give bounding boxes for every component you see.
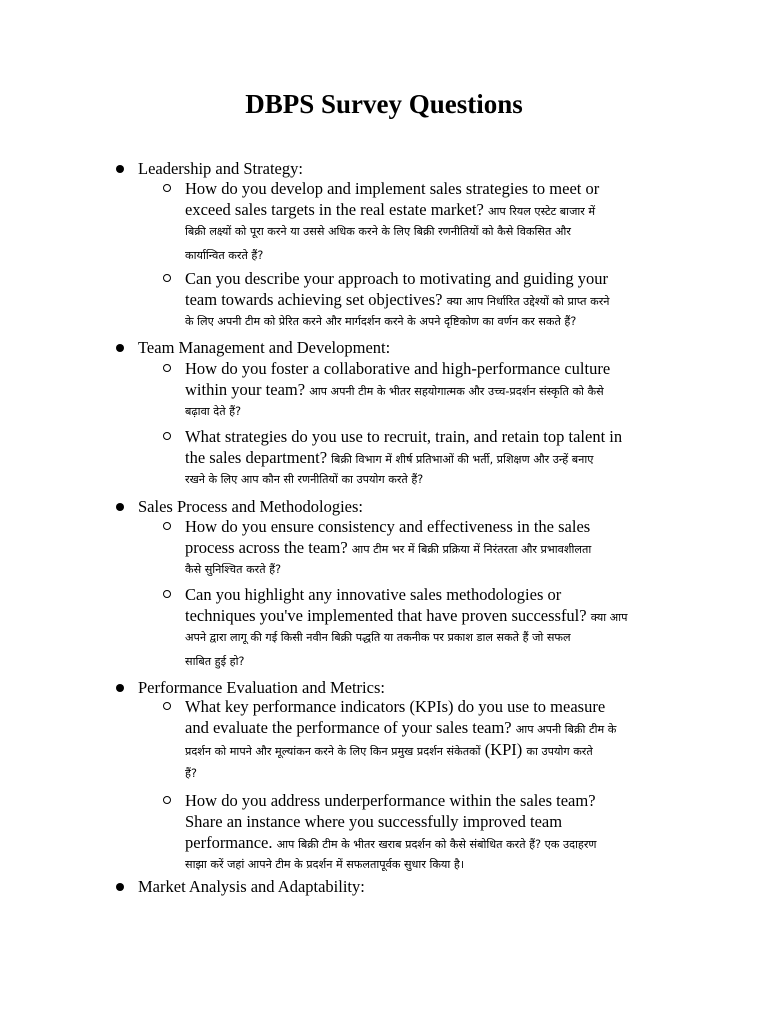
question-translation: आप अपनी बिक्री टीम के — [515, 723, 617, 736]
section-heading: Performance Evaluation and Metrics: — [138, 678, 385, 697]
question-text: What key performance indicators (KPIs) do you use to measure — [185, 697, 606, 716]
circle-bullet-icon — [163, 432, 171, 440]
question-translation: आप अपनी टीम के भीतर सहयोगात्मक और उच्च-प्रदर्शन संस्कृति को कैसे — [309, 385, 604, 398]
question-translation: अपने द्वारा लागू की गई किसी नवीन बिक्री पद्धति या तकनीक पर प्रकाश डाल सकते हैं जो सफल — [185, 631, 571, 644]
question-translation: हैं? — [185, 767, 197, 780]
question-item — [185, 516, 685, 582]
question-text: within your team? — [185, 380, 306, 399]
question-item — [185, 268, 685, 334]
kpi-abbreviation: (KPI) — [484, 740, 523, 759]
question-text: How do you ensure consistency and effectiveness in the sales — [185, 517, 591, 536]
circle-bullet-icon — [163, 274, 171, 282]
circle-bullet-icon — [163, 184, 171, 192]
circle-bullet-icon — [163, 590, 171, 598]
question-text: Can you describe your approach to motivating and guiding your — [185, 269, 608, 288]
question-item — [185, 584, 685, 674]
question-item — [185, 178, 685, 268]
bullet-icon — [116, 165, 124, 173]
question-text: process across the team? — [185, 538, 348, 557]
question-text: How do you foster a collaborative and high-performance culture — [185, 359, 611, 378]
question-item — [185, 790, 685, 877]
question-translation: के लिए अपनी टीम को प्रेरित करने और मार्गदर्शन करने के अपने दृष्टिकोण का वर्णन कर सकते हैं? — [185, 315, 577, 328]
question-item — [185, 358, 685, 424]
question-text: team towards achieving set objectives? — [185, 290, 443, 309]
section-heading: Sales Process and Methodologies: — [138, 497, 364, 516]
section-heading: Team Management and Development: — [138, 338, 391, 357]
bullet-icon — [116, 503, 124, 511]
question-translation: आप बिक्री टीम के भीतर खराब प्रदर्शन को कैसे संबोधित करते हैं? एक उदाहरण — [276, 838, 597, 851]
question-translation: साझा करें जहां आपने टीम के प्रदर्शन में सफलतापूर्वक सुधार किया है। — [185, 858, 465, 871]
question-translation: साबित हुई हो? — [185, 655, 245, 668]
question-text: Share an instance where you successfully improved team — [185, 812, 563, 831]
question-text: How do you address underperformance within the sales team? — [185, 791, 596, 810]
question-translation: कैसे सुनिश्चित करते हैं? — [185, 563, 282, 576]
section-heading: Market Analysis and Adaptability: — [138, 877, 365, 896]
circle-bullet-icon — [163, 364, 171, 372]
circle-bullet-icon — [163, 702, 171, 710]
question-translation: क्या आप निर्धारित उद्देश्यों को प्राप्त करने — [446, 295, 610, 308]
document-title: DBPS Survey Questions — [245, 89, 523, 119]
question-text: exceed sales targets in the real estate market? — [185, 200, 484, 219]
bullet-icon — [116, 344, 124, 352]
question-text: the sales department? — [185, 448, 328, 467]
question-translation: बिक्री विभाग में शीर्ष प्रतिभाओं की भर्ती, प्रशिक्षण और उन्हें बनाए — [331, 453, 594, 466]
question-translation: का उपयोग करते — [526, 745, 593, 758]
question-text: What strategies do you use to recruit, train, and retain top talent in — [185, 427, 623, 446]
question-translation: आप रियल एस्टेट बाजार में — [487, 205, 596, 218]
question-text: Can you highlight any innovative sales methodologies or — [185, 585, 562, 604]
question-translation: बढ़ावा देते हैं? — [185, 405, 242, 418]
question-translation: क्या आप — [590, 611, 628, 624]
question-translation: कार्यान्वित करते हैं? — [185, 249, 264, 262]
question-item — [185, 696, 685, 786]
question-translation: आप टीम भर में बिक्री प्रक्रिया में निरंतरता और प्रभावशीलता — [351, 543, 592, 556]
circle-bullet-icon — [163, 522, 171, 530]
bullet-icon — [116, 883, 124, 891]
question-translation: रखने के लिए आप कौन सी रणनीतियों का उपयोग करते हैं? — [185, 473, 424, 486]
bullet-icon — [116, 684, 124, 692]
question-text: performance. — [185, 833, 273, 852]
question-text: How do you develop and implement sales strategies to meet or — [185, 179, 600, 198]
question-translation: बिक्री लक्ष्यों को पूरा करने या उससे अधिक करने के लिए बिक्री रणनीतियों को कैसे विकसित और — [185, 225, 571, 238]
circle-bullet-icon — [163, 796, 171, 804]
question-item — [185, 426, 685, 492]
question-text: and evaluate the performance of your sales team? — [185, 718, 512, 737]
question-translation: प्रदर्शन को मापने और मूल्यांकन करने के लिए किन प्रमुख प्रदर्शन संकेतकों — [185, 745, 481, 758]
question-text: techniques you've implemented that have proven successful? — [185, 606, 587, 625]
section-heading: Leadership and Strategy: — [138, 159, 303, 178]
